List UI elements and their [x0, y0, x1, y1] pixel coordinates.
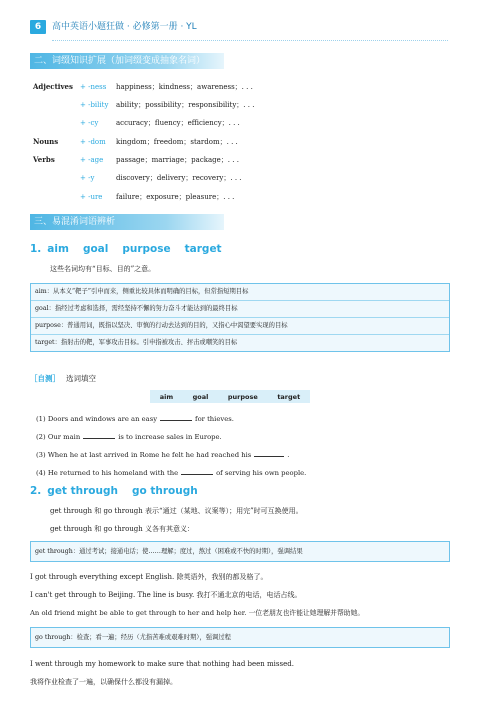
affix-examples: failure；exposure；pleasure；. . .: [116, 193, 235, 201]
affix-category: Nouns: [33, 137, 59, 146]
question-text: .: [287, 451, 290, 459]
self-test-tag: ［自测］: [30, 374, 60, 383]
example-sentence: I went through my homework to make sure that nothing had been missed.: [30, 660, 294, 668]
exercise-question: [36, 449, 289, 459]
word-bank-item: target: [277, 392, 301, 401]
affix-examples: accuracy；fluency；efficiency；. . .: [116, 119, 240, 127]
definition-box-go-through: [30, 627, 450, 648]
definition-line: go through：检查；看一遍；经历（尤指苦难或艰难时期），强调过程: [35, 634, 231, 641]
heading-word: aim: [47, 243, 69, 255]
question-text: Doors and windows are an easy: [47, 415, 158, 423]
answer-blank[interactable]: [181, 467, 213, 475]
word-bank-item: aim: [159, 392, 174, 401]
question-text: When he at last arrived in Rome he felt he had reached his: [47, 451, 252, 459]
answer-blank[interactable]: [160, 413, 192, 421]
definition-box-get-through: [30, 541, 450, 562]
example-sentence: An old friend might be able to get through to her and help her. 一位老朋友也许能让她理解并帮助她。: [30, 609, 365, 617]
question-number: (1): [36, 415, 46, 423]
exercise-question: [36, 413, 234, 423]
affix-examples: discovery；delivery；recovery；. . .: [116, 174, 242, 182]
affix-examples: passage；marriage；package；. . .: [116, 156, 239, 164]
question-text: He returned to his homeland with the: [47, 469, 179, 477]
affix-suffix: + -age: [80, 156, 104, 164]
example-sentence: 我将作业检查了一遍，以确保什么都没有漏掉。: [30, 678, 177, 686]
item-explanation: get through 和 go through 义各有其意义：: [50, 525, 195, 533]
word-bank-item: goal: [192, 392, 209, 401]
affix-suffix: + -cy: [80, 119, 99, 127]
question-text: Our main: [47, 433, 81, 441]
question-text: of serving his own people.: [216, 469, 307, 477]
answer-blank[interactable]: [254, 449, 284, 457]
book-title: 高中英语小题狂做 · 必修第一册 · YL: [52, 22, 197, 32]
question-text: is to increase sales in Europe.: [118, 433, 222, 441]
affix-examples: kingdom；freedom；stardom；. . .: [116, 138, 238, 146]
affix-suffix: + -ness: [80, 83, 107, 91]
heading-word: goal: [82, 243, 109, 255]
affix-suffix: + -dom: [80, 138, 106, 146]
heading-word: go through: [131, 485, 198, 497]
affix-suffix: + -bility: [80, 101, 109, 109]
item-heading-aim-goal: [30, 243, 236, 255]
item-intro: 这些名词均有“目标、目的”之意。: [50, 265, 156, 273]
item-explanation: get through 和 go through 表示“通过（某地、议案等）；用完”时可互换使用。: [50, 507, 303, 515]
affix-suffix: + -y: [80, 174, 95, 182]
heading-word: get through: [47, 485, 118, 497]
question-text: for thieves.: [195, 415, 234, 423]
question-number: (2): [36, 433, 46, 441]
definition-line: aim：从本义“靶子”引申而来，侧重比较具体而明确的目标，但常指短期目标: [35, 288, 249, 295]
exercise-question: [36, 467, 306, 477]
question-number: (4): [36, 469, 46, 477]
definition-line: target：指射击的靶，军事攻击目标。引申指被攻击、抨击或嘲笑的目标: [31, 334, 449, 351]
item-number: 1.: [30, 243, 42, 255]
word-bank-item: purpose: [227, 392, 258, 401]
definition-box: [30, 283, 450, 352]
section-title-confusables: 三、易混淆词语辨析: [30, 214, 224, 230]
affix-examples: happiness；kindness；awareness；. . .: [116, 83, 253, 91]
answer-blank[interactable]: [83, 431, 115, 439]
word-bank: [150, 390, 310, 403]
exercise-question: [36, 431, 222, 441]
example-sentence: I can't get through to Beijing. The line is busy. 我打不通北京的电话，电话占线。: [30, 591, 302, 599]
example-sentence: I got through everything except English. 除英语外，我别的都及格了。: [30, 573, 268, 581]
affix-suffix: + -ure: [80, 193, 103, 201]
affix-category: Adjectives: [33, 82, 73, 91]
heading-word: target: [184, 243, 222, 255]
heading-word: purpose: [122, 243, 171, 255]
affix-examples: ability；possibility；responsibility；. . .: [116, 101, 255, 109]
definition-line: purpose：普通用词，既指以坚决、审慎的行动去达到的目的，又指心中渴望要实现的目标: [31, 317, 449, 334]
page-number: 6: [30, 20, 46, 34]
item-heading-get-through: [30, 485, 212, 497]
self-test-title: 选词填空: [66, 374, 96, 383]
affix-category: Verbs: [33, 155, 55, 164]
self-test-heading: [30, 373, 96, 384]
section-title-affixes: 二、词缀知识扩展（加词缀变成抽象名词）: [30, 53, 224, 69]
item-number: 2.: [30, 485, 42, 497]
definition-line: get through：通过考试；接通电话；使……理解；度过，熬过（困难或不快的时期），强调结果: [35, 548, 303, 555]
header-divider: [52, 40, 448, 41]
definition-line: goal：指经过考虑和选择，需经坚持不懈的努力奋斗才能达到的最终目标: [31, 300, 449, 317]
question-number: (3): [36, 451, 46, 459]
page-header: [0, 18, 480, 36]
